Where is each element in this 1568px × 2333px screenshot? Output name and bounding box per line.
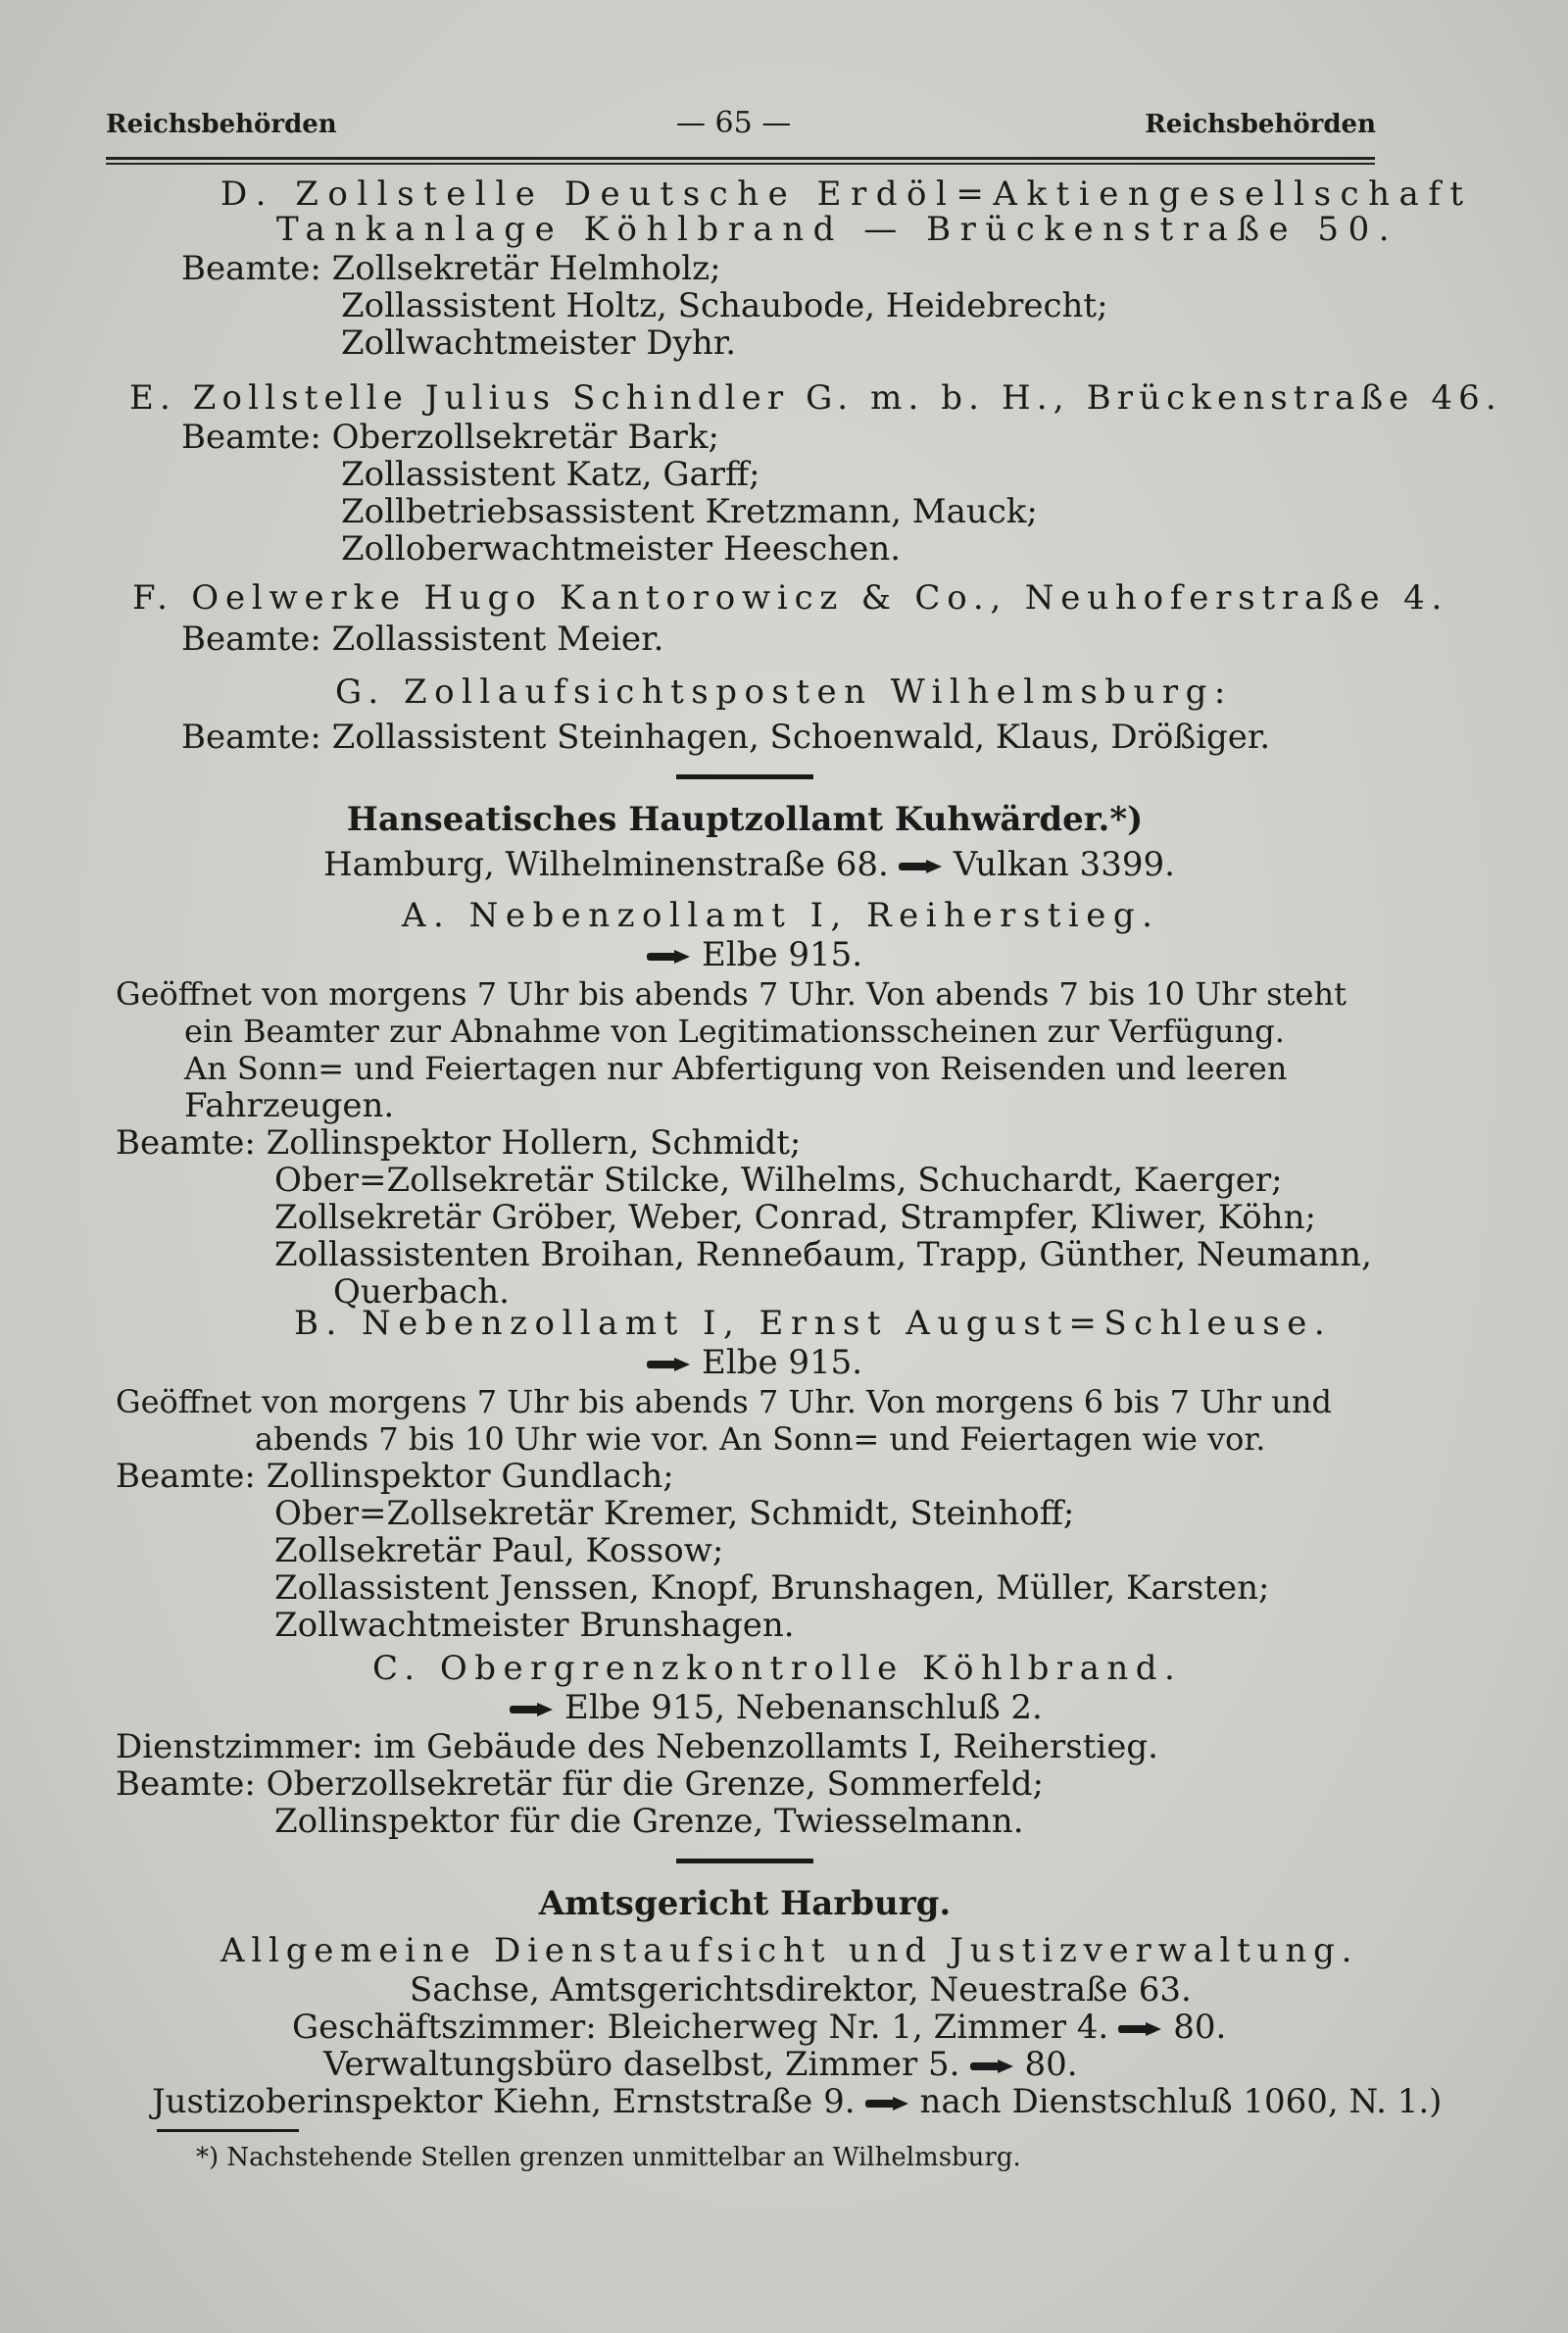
section-a-line: Fahrzeugen.: [184, 1086, 395, 1125]
section-a-line: Geöffnet von morgens 7 Uhr bis abends 7 Uhr. Von abends 7 bis 10 Uhr steht: [116, 975, 1347, 1013]
section-b-phone-number: Elbe 915.: [702, 1343, 863, 1382]
telephone-icon: [899, 860, 944, 873]
section-separator: [676, 774, 813, 779]
section-c-title: C. Obergrenzkontrolle Köhlbrand.: [372, 1649, 1183, 1688]
section-b-line: abends 7 bis 10 Uhr wie vor. An Sonn= und Feiertagen wie vor.: [255, 1420, 1266, 1458]
harburg-line: [152, 2082, 1442, 2121]
section-d-line: Zollwachtmeister Dyhr.: [341, 323, 737, 363]
telephone-icon: [865, 2097, 910, 2110]
section-c-phone-number: Elbe 915, Nebenanschluß 2.: [564, 1688, 1043, 1727]
harburg-line: Sachse, Amtsgerichtsdirektor, Neuestraße 63.: [410, 1970, 1192, 2010]
section-a-line: Ober=Zollsekretär Stilcke, Wilhelms, Schuchardt, Kaerger;: [274, 1161, 1283, 1200]
section-d-line: Beamte: Zollsekretär Helmholz;: [181, 249, 721, 288]
section-e-title: E. Zollstelle Julius Schindler G. m. b. H., Brückenstraße 46.: [129, 378, 1502, 418]
running-header-right: Reichsbehörden: [1145, 110, 1376, 139]
section-a-line: Querbach.: [333, 1272, 510, 1312]
section-c-line: Dienstzimmer: im Gebäude des Nebenzollamts I, Reiherstieg.: [116, 1727, 1158, 1766]
section-e-line: Zollbetriebsassistent Kretzmann, Mauck;: [341, 492, 1038, 531]
section-a-line: Zollassistenten Broihan, Renneбaum, Trapp, Günther, Neumann,: [274, 1235, 1372, 1274]
running-header-left: Reichsbehörden: [106, 110, 337, 139]
section-a-title: A. Nebenzollamt I, Reiherstieg.: [402, 896, 1160, 935]
page-number: — 65 —: [676, 106, 792, 140]
telephone-icon: [647, 950, 692, 964]
section-e-line: Zolloberwachtmeister Heeschen.: [341, 529, 902, 569]
kuhwaerder-address-text: Hamburg, Wilhelminenstraße 68.: [323, 845, 889, 884]
section-a-line: ein Beamter zur Abnahme von Legitimationsscheinen zur Verfügung.: [184, 1013, 1285, 1050]
harburg-bureau-phone: 80.: [1024, 2045, 1078, 2084]
section-b-line: Zollassistent Jenssen, Knopf, Brunshagen, Müller, Karsten;: [274, 1568, 1270, 1608]
telephone-icon: [510, 1703, 555, 1716]
section-f-title: F. Oelwerke Hugo Kantorowicz & Co., Neuhoferstraße 4.: [132, 578, 1449, 618]
section-b-phone: [637, 1343, 862, 1382]
footnote-rule: [157, 2129, 299, 2132]
section-b-line: Zollwachtmeister Brunshagen.: [274, 1606, 795, 1645]
kuhwaerder-phone: Vulkan 3399.: [953, 845, 1175, 884]
section-g-title: G. Zollaufsichtsposten Wilhelmsburg:: [335, 672, 1233, 712]
section-b-line: Geöffnet von morgens 7 Uhr bis abends 7 Uhr. Von morgens 6 bis 7 Uhr und: [116, 1383, 1332, 1420]
section-a-line: An Sonn= und Feiertagen nur Abfertigung von Reisenden und leeren: [184, 1050, 1288, 1087]
header-rule: [106, 157, 1375, 165]
section-a-line: Zollsekretär Gröber, Weber, Conrad, Strampfer, Kliwer, Köhn;: [274, 1198, 1316, 1237]
section-d-line: Zollassistent Holtz, Schaubode, Heidebrecht;: [341, 286, 1108, 325]
footnote: *) Nachstehende Stellen grenzen unmittelbar an Wilhelmsburg.: [196, 2143, 1021, 2172]
section-d-title: D. Zollstelle Deutsche Erdöl=Aktiengesellschaft: [220, 174, 1473, 214]
harburg-inspector-phone: nach Dienstschluß 1060, N. 1.): [919, 2082, 1443, 2121]
kuhwaerder-heading: Hanseatisches Hauptzollamt Kuhwärder.*): [346, 800, 1144, 839]
harburg-bureau-text: Verwaltungsbüro daselbst, Zimmer 5.: [323, 2045, 960, 2084]
kuhwaerder-address: [323, 845, 1175, 884]
section-d-subtitle: Tankanlage Köhlbrand — Brückenstraße 50.: [276, 210, 1399, 249]
section-a-phone-number: Elbe 915.: [702, 935, 863, 974]
section-b-line: Ober=Zollsekretär Kremer, Schmidt, Steinhoff;: [274, 1494, 1075, 1533]
telephone-icon: [647, 1358, 692, 1371]
telephone-icon: [970, 2060, 1015, 2073]
section-separator: [676, 1859, 813, 1863]
section-c-line: Zollinspektor für die Grenze, Twiesselmann.: [274, 1802, 1024, 1841]
section-f-line: Beamte: Zollassistent Meier.: [181, 620, 664, 659]
harburg-line: Allgemeine Dienstaufsicht und Justizverwaltung.: [220, 1931, 1359, 1970]
section-a-phone: [637, 935, 862, 974]
section-c-line: Beamte: Oberzollsekretär für die Grenze, Sommerfeld;: [116, 1764, 1044, 1804]
section-a-line: Beamte: Zollinspektor Hollern, Schmidt;: [116, 1123, 802, 1163]
section-b-line: Zollsekretär Paul, Kossow;: [274, 1531, 724, 1570]
section-g-line: Beamte: Zollassistent Steinhagen, Schoenwald, Klaus, Drößiger.: [181, 718, 1271, 757]
section-b-line: Beamte: Zollinspektor Gundlach;: [116, 1457, 674, 1496]
section-e-line: Zollassistent Katz, Garff;: [341, 455, 760, 494]
harburg-office-text: Geschäftszimmer: Bleicherweg Nr. 1, Zimmer 4.: [292, 2008, 1109, 2047]
harburg-line: [292, 2008, 1226, 2047]
section-c-phone: [500, 1688, 1043, 1727]
harburg-inspector-text: Justizoberinspektor Kiehn, Ernststraße 9.: [152, 2082, 856, 2121]
section-b-title: B. Nebenzollamt I, Ernst August=Schleuse.: [294, 1304, 1333, 1343]
section-e-line: Beamte: Oberzollsekretär Bark;: [181, 418, 719, 457]
telephone-icon: [1118, 2022, 1163, 2036]
harburg-office-phone: 80.: [1173, 2008, 1227, 2047]
harburg-line: [323, 2045, 1078, 2084]
harburg-heading: Amtsgericht Harburg.: [538, 1884, 952, 1923]
